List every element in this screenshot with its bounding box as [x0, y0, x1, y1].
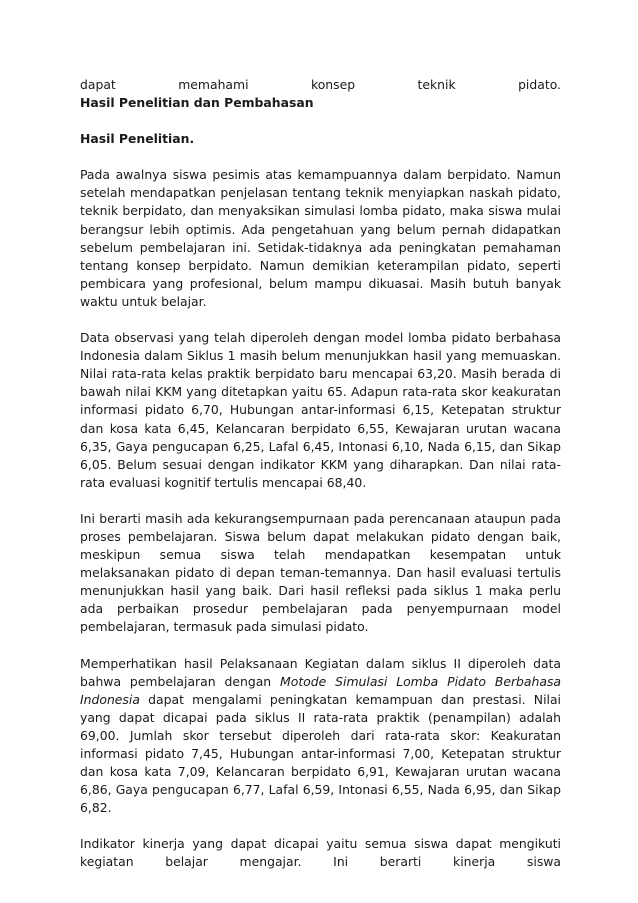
- document-page: [80, 76, 561, 872]
- paragraph-2: Data observasi yang telah diperoleh dengan model lomba pidato berbahasa Indonesia dalam Siklus 1 masih belum menunjukkan hasil yang memuaskan. Nilai rata-rata kelas praktik berpidato baru mencapai 63,20. Masih berada di bawah nilai KKM yang ditetapkan yaitu 65. Adapun rata-rata skor keakuratan informasi pidato 6,70, Hubungan antar-informasi 6,15, Ketepatan struktur dan kosa kata 6,45, Kelancaran berpidato 6,55, Kewajaran urutan wacana 6,35, Gaya pengucapan 6,25, Lafal 6,45, Intonasi 6,10, Nada 6,15, dan Sikap 6,05. Belum sesuai dengan indikator KKM yang diharapkan. Dan nilai rata-rata evaluasi kognitif tertulis mencapai 68,40.: [80, 330, 561, 490]
- paragraph-4-text-end: dapat mengalami peningkatan kemampuan dan prestasi. Nilai yang dapat dicapai pada siklus II rata-rata praktik (penampilan) adalah 69,00. Jumlah skor tersebut diperoleh dari rata-rata skor: Keakuratan informasi pidato 7,45, Hubungan antar-informasi 7,00, Ketepatan struktur dan kosa kata 7,09, Kelancaran berpidato 6,91, Kewajaran urutan wacana 6,86, Gaya pengucapan 6,77, Lafal 6,59, Intonasi 6,55, Nada 6,95, dan Sikap 6,82.: [80, 691, 561, 816]
- paragraph-4: [80, 655, 561, 818]
- paragraph-3: Ini berarti masih ada kekurangsempurnaan pada perencanaan ataupun pada proses pembelajaran. Siswa belum dapat melakukan pidato dengan baik, meskipun semua siswa telah mendapatkan kesempatan untuk melaksanakan pidato di depan teman-temannya. Dan hasil evaluasi tertulis menunjukkan hasil yang baik. Dari hasil refleksi pada siklus 1 maka perlu ada perbaikan prosedur pembelajaran pada penyempurnaan model pembelajaran, termasuk pada simulasi pidato.: [80, 510, 561, 635]
- main-heading: Hasil Penelitian dan Pembahasan: [80, 95, 314, 111]
- paragraph-5: Indikator kinerja yang dapat dicapai yaitu semua siswa dapat mengikuti kegiatan belajar mengajar. Ini berarti kinerja siswa: [80, 836, 561, 870]
- paragraph-4-italic-method: Motode Simulasi Lomba Pidato Berbahasa Indonesia: [80, 673, 561, 707]
- paragraph-1: Pada awalnya siswa pesimis atas kemampuannya dalam berpidato. Namun setelah mendapatkan penjelasan tentang teknik menyiapkan naskah pidato, teknik berpidato, dan menyaksikan simulasi lomba pidato, maka siswa mulai berangsur lebih optimis. Ada pengetahuan yang belum pernah didapatkan sebelum pembelajaran ini. Setidak-tidaknya ada peningkatan pemahaman tentang konsep berpidato. Namun demikian keterampilan pidato, seperti pembicara yang profesional, belum mampu dikuasai. Masih butuh banyak waktu untuk belajar.: [80, 167, 561, 309]
- paragraph-4-text-start: Memperhatikan hasil Pelaksanaan Kegiatan dalam siklus II diperoleh data bahwa pembelajaran dengan: [80, 655, 561, 689]
- sub-heading: Hasil Penelitian.: [80, 131, 195, 147]
- continued-line: dapat memahami konsep teknik pidato.: [80, 77, 561, 92]
